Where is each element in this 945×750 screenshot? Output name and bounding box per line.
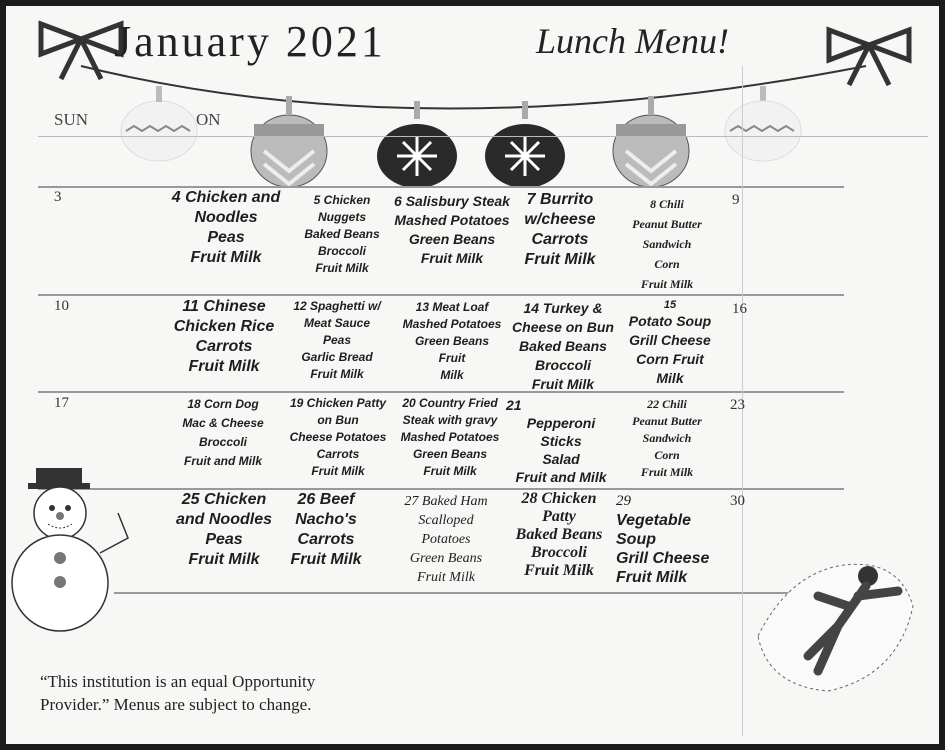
- menu-line: Baked Beans: [304, 227, 380, 241]
- menu-line: 18 Corn Dog: [187, 397, 259, 411]
- menu-line: Cheese on Bun: [512, 319, 614, 335]
- menu-cell: [510, 299, 616, 394]
- menu-line: 15: [663, 299, 677, 311]
- menu-line: Fruit Milk: [524, 562, 594, 579]
- menu-line: 4 Chicken and: [171, 189, 281, 206]
- menu-line: 5 Chicken: [313, 193, 371, 207]
- menu-line: 14 Turkey &: [523, 300, 603, 316]
- menu-cell: [388, 492, 504, 587]
- menu-line: Grill Cheese: [616, 550, 710, 567]
- snowman-icon: [18, 458, 138, 633]
- mitten-striped-icon: [244, 96, 334, 196]
- menu-line: Baked Beans: [515, 526, 603, 543]
- row-divider: [114, 592, 844, 594]
- menu-line: Fruit Milk: [640, 277, 694, 291]
- menu-line: 26 Beef: [297, 491, 355, 508]
- mitten-striped-icon-2: [606, 96, 696, 196]
- menu-line: Fruit Milk: [315, 261, 369, 275]
- menu-cell: [612, 194, 722, 294]
- row-divider: [38, 186, 844, 188]
- menu-line: Scalloped: [418, 513, 474, 528]
- menu-line: Mac & Cheese: [182, 416, 264, 430]
- menu-line: Peas: [207, 229, 245, 246]
- menu-line: on Bun: [317, 413, 359, 427]
- menu-line: Fruit Milk: [423, 464, 477, 478]
- menu-line: 12 Spaghetti w/: [293, 299, 381, 313]
- menu-line: Peas: [205, 531, 243, 548]
- menu-cell: [506, 490, 612, 580]
- menu-line: Broccoli: [198, 435, 247, 449]
- menu-line: and Noodles: [175, 511, 272, 528]
- menu-line: Nacho's: [295, 511, 357, 528]
- menu-line: Peas: [322, 333, 352, 347]
- menu-line: Cheese Potatoes: [289, 430, 387, 444]
- date-number: 23: [730, 397, 745, 413]
- menu-line: Fruit and Milk: [515, 469, 607, 485]
- menu-line: 13 Meat Loaf: [415, 300, 489, 314]
- menu-line: Carrots: [531, 231, 589, 248]
- page-subtitle: Lunch Menu!: [536, 21, 729, 61]
- mitten-faded-icon-2: [718, 86, 808, 166]
- menu-line: Mashed Potatoes: [400, 430, 500, 444]
- menu-line: Fruit Milk: [290, 551, 362, 568]
- menu-line: Green Beans: [412, 447, 488, 461]
- menu-line: Sticks: [540, 433, 582, 449]
- date-number: 10: [54, 298, 69, 314]
- menu-line: Potatoes: [421, 532, 471, 547]
- menu-line: 20 Country Fried: [402, 396, 498, 410]
- menu-line: Fruit: [438, 351, 466, 365]
- menu-line: Fruit Milk: [188, 551, 260, 568]
- menu-line: 22 Chili: [647, 397, 687, 411]
- menu-line: 7 Burrito: [526, 191, 594, 208]
- footer-note: [40, 670, 315, 716]
- menu-line: Nuggets: [318, 210, 366, 224]
- menu-cell: [506, 396, 616, 486]
- footer-line: Provider.” Menus are subject to change.: [40, 695, 312, 714]
- menu-line: Broccoli: [317, 244, 366, 258]
- menu-line: w/cheese: [524, 211, 596, 228]
- menu-cell: [392, 192, 512, 268]
- menu-line: Fruit Milk: [188, 358, 260, 375]
- menu-cell: [510, 190, 610, 270]
- menu-line: 27 Baked Ham: [404, 494, 488, 509]
- menu-line: Fruit Milk: [417, 570, 475, 585]
- menu-line: Soup: [616, 531, 656, 548]
- menu-line: Fruit Milk: [310, 367, 364, 381]
- menu-line: Fruit Milk: [311, 464, 365, 478]
- menu-line: Corn: [654, 448, 680, 462]
- menu-line: Green Beans: [409, 551, 483, 566]
- menu-line: Patty: [542, 508, 576, 525]
- page-title: January 2021: [114, 17, 386, 66]
- menu-cell: [278, 490, 374, 570]
- day-label-sun: SUN: [54, 110, 89, 129]
- menu-line: Steak with gravy: [402, 413, 498, 427]
- menu-page: [6, 6, 939, 744]
- menu-line: Carrots: [195, 338, 253, 355]
- menu-line: 29: [616, 493, 631, 509]
- menu-line: Corn Fruit: [636, 351, 704, 367]
- menu-line: Potato Soup: [628, 313, 712, 329]
- menu-line: 11 Chinese: [182, 298, 266, 315]
- menu-line: Baked Beans: [519, 338, 607, 354]
- menu-line: Broccoli: [531, 544, 587, 561]
- menu-line: Corn: [654, 257, 680, 271]
- menu-line: Chicken Rice: [173, 318, 275, 335]
- header-rule: [38, 136, 928, 137]
- menu-line: Carrots: [316, 447, 360, 461]
- menu-cell: [392, 395, 508, 480]
- menu-line: Noodles: [194, 209, 258, 226]
- menu-line: Fruit Milk: [616, 569, 688, 586]
- menu-line: Broccoli: [534, 357, 591, 373]
- menu-line: Meat Sauce: [303, 316, 371, 330]
- menu-line: Fruit Milk: [524, 251, 596, 268]
- date-number: 17: [54, 395, 69, 411]
- menu-cell: [620, 298, 720, 388]
- menu-line: 28 Chicken: [521, 490, 597, 507]
- menu-line: Fruit Milk: [190, 249, 262, 266]
- menu-line: Fruit Milk: [420, 250, 484, 266]
- menu-line: Fruit Milk: [531, 376, 595, 392]
- snow-angel-icon: [748, 546, 918, 696]
- menu-line: Sandwich: [642, 431, 692, 445]
- menu-line: Salad: [542, 451, 580, 467]
- menu-cell: [394, 299, 510, 384]
- menu-cell: [616, 492, 722, 587]
- date-number: 30: [730, 493, 745, 509]
- menu-line: Milk: [656, 370, 684, 386]
- menu-line: Fruit and Milk: [184, 454, 262, 468]
- menu-line: Pepperoni: [526, 415, 596, 431]
- menu-line: Milk: [440, 368, 464, 382]
- menu-line: Green Beans: [414, 334, 490, 348]
- menu-line: 8 Chili: [650, 197, 684, 211]
- menu-line: 21: [506, 397, 522, 413]
- menu-line: Grill Cheese: [629, 332, 711, 348]
- menu-cell: [164, 297, 284, 377]
- menu-cell: [168, 395, 278, 471]
- date-number: 3: [54, 189, 62, 205]
- menu-cell: [292, 192, 392, 277]
- menu-cell: [166, 188, 286, 268]
- menu-line: Mashed Potatoes: [402, 317, 502, 331]
- row-divider: [38, 391, 844, 393]
- menu-line: Green Beans: [408, 231, 496, 247]
- menu-line: Fruit Milk: [640, 465, 694, 479]
- menu-cell: [614, 396, 720, 481]
- menu-line: 19 Chicken Patty: [289, 396, 387, 410]
- menu-cell: [284, 298, 390, 383]
- menu-line: 25 Chicken: [181, 491, 267, 508]
- menu-line: Sandwich: [642, 237, 692, 251]
- menu-line: Carrots: [297, 531, 355, 548]
- menu-line: Vegetable: [616, 512, 691, 529]
- menu-cell: [282, 395, 394, 480]
- row-divider: [38, 294, 844, 296]
- menu-line: Peanut Butter: [632, 414, 702, 428]
- menu-line: Mashed Potatoes: [394, 212, 510, 228]
- row-divider: [38, 488, 844, 490]
- menu-cell: [166, 490, 282, 570]
- date-number: 9: [732, 192, 740, 208]
- mitten-faded-icon: [114, 86, 204, 166]
- menu-line: 6 Salisbury Steak: [394, 193, 510, 209]
- footer-line: “This institution is an equal Opportunity: [40, 672, 316, 691]
- menu-line: Peanut Butter: [632, 217, 702, 231]
- menu-line: Garlic Bread: [301, 350, 373, 364]
- day-label-mon: ON: [196, 110, 221, 129]
- date-number: 16: [732, 301, 747, 317]
